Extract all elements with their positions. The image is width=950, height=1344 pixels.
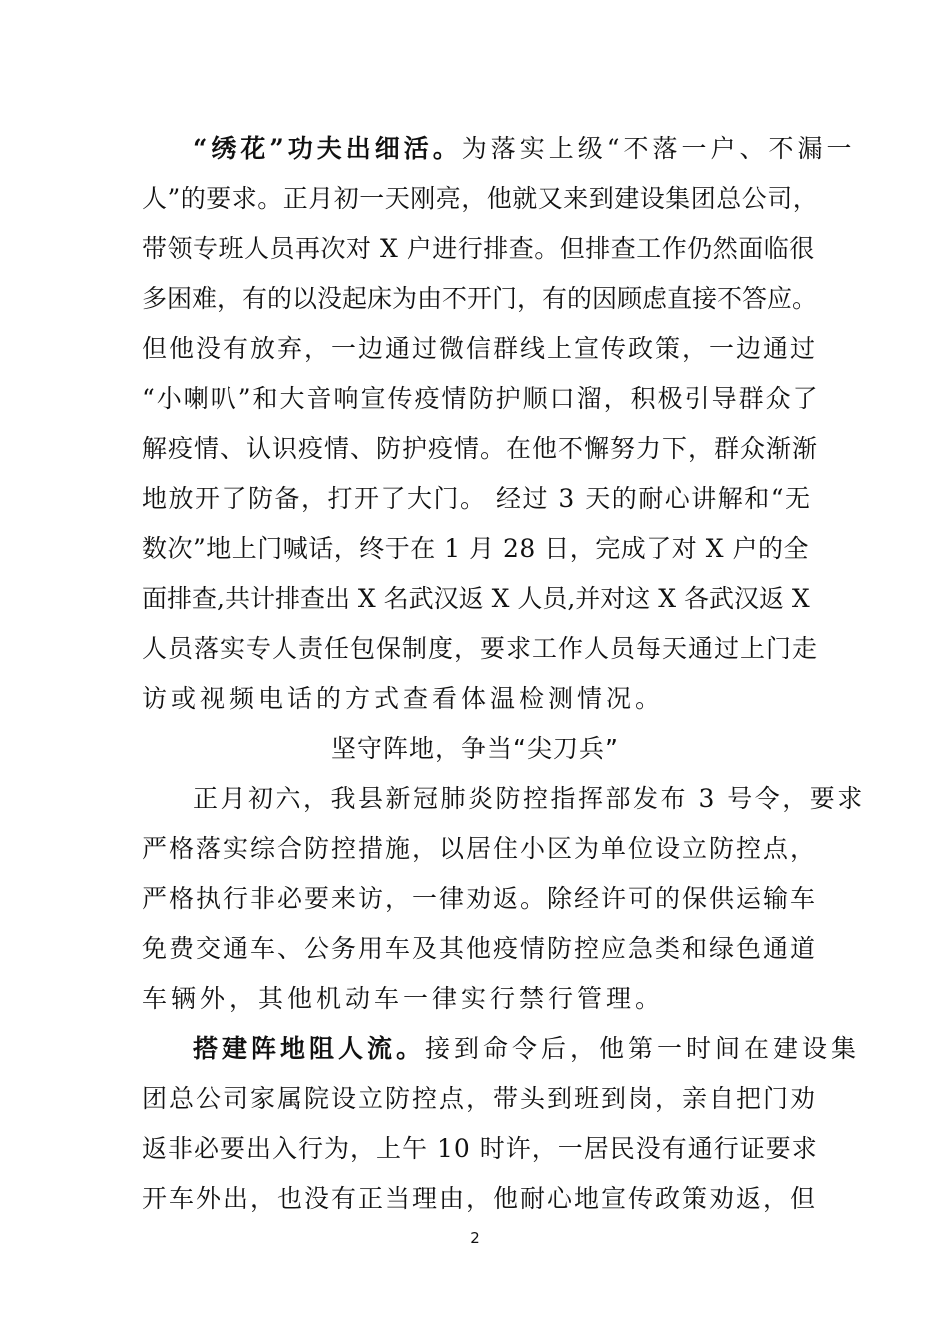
paragraph-1-line-7: 解疫情、认识疫情、防护疫情。在他不懈努力下，群众渐渐 [142,434,819,463]
paragraph-3-line-1 [193,1024,873,1074]
section-heading: 坚守阵地，争当“尖刀兵” [331,734,619,763]
paragraph-1-line-9: 数次”地上门喊话，终于在 1 月 28 日，完成了对 X 户的全 [142,534,809,563]
paragraph-2-line-5: 车辆外，其他机动车一律实行禁行管理。 [142,984,665,1013]
paragraph-1-line-3: 带领专班人员再次对 X 户进行排查。但排查工作仍然面临很 [142,234,815,263]
paragraph-3-line-2: 团总公司家属院设立防控点，带头到班到岗，亲自把门劝 [142,1084,818,1113]
paragraph-1-lead: “绣花”功夫出细活。 [193,134,462,163]
paragraph-3-line-3: 返非必要出入行为，上午 10 时许，一居民没有通行证要求 [142,1134,818,1163]
paragraph-1-line-1 [193,124,873,174]
paragraph-2-line-2: 严格落实综合防控措施，以居住小区为单位设立防控点， [142,834,818,863]
paragraph-1-line-12: 访或视频电话的方式查看体温检测情况。 [142,684,665,713]
paragraph-1-line-8: 地放开了防备，打开了大门。 经过 3 天的耐心讲解和“无 [142,484,812,513]
paragraph-1-line-5: 但他没有放弃，一边通过微信群线上宣传政策，一边通过 [142,334,818,363]
paragraph-3-line-4: 开车外出，也没有正当理由，他耐心地宣传政策劝返，但 [142,1184,818,1213]
page-number: 2 [470,1229,480,1247]
paragraph-1-line-10: 面排查,共计排查出 X 名武汉返 X 人员,并对这 X 各武汉返 X [142,584,810,613]
paragraph-1-line-1-text: 为落实上级“不落一户、不漏一 [461,134,856,163]
paragraph-1-line-11: 人员落实专人责任包保制度，要求工作人员每天通过上门走 [142,634,819,663]
paragraph-3-lead: 搭建阵地阻人流。 [193,1034,426,1063]
paragraph-2-line-4: 免费交通车、公务用车及其他疫情防控应急类和绿色通道 [142,934,818,963]
paragraph-1-line-6: “小喇叭”和大音响宣传疫情防护顺口溜，积极引导群众了 [142,384,820,413]
paragraph-2-line-3: 严格执行非必要来访，一律劝返。除经许可的保供运输车 [142,884,818,913]
paragraph-1-line-2: 人”的要求。正月初一天刚亮，他就又来到建设集团总公司， [142,184,819,213]
paragraph-2-line-1: 正月初六，我县新冠肺炎防控指挥部发布 3 号令，要求 [193,784,865,813]
paragraph-1-line-4: 多困难，有的以没起床为由不开门，有的因顾虑直接不答应。 [142,284,818,313]
paragraph-3-line-1-text: 接到命令后，他第一时间在建设集 [425,1034,861,1063]
